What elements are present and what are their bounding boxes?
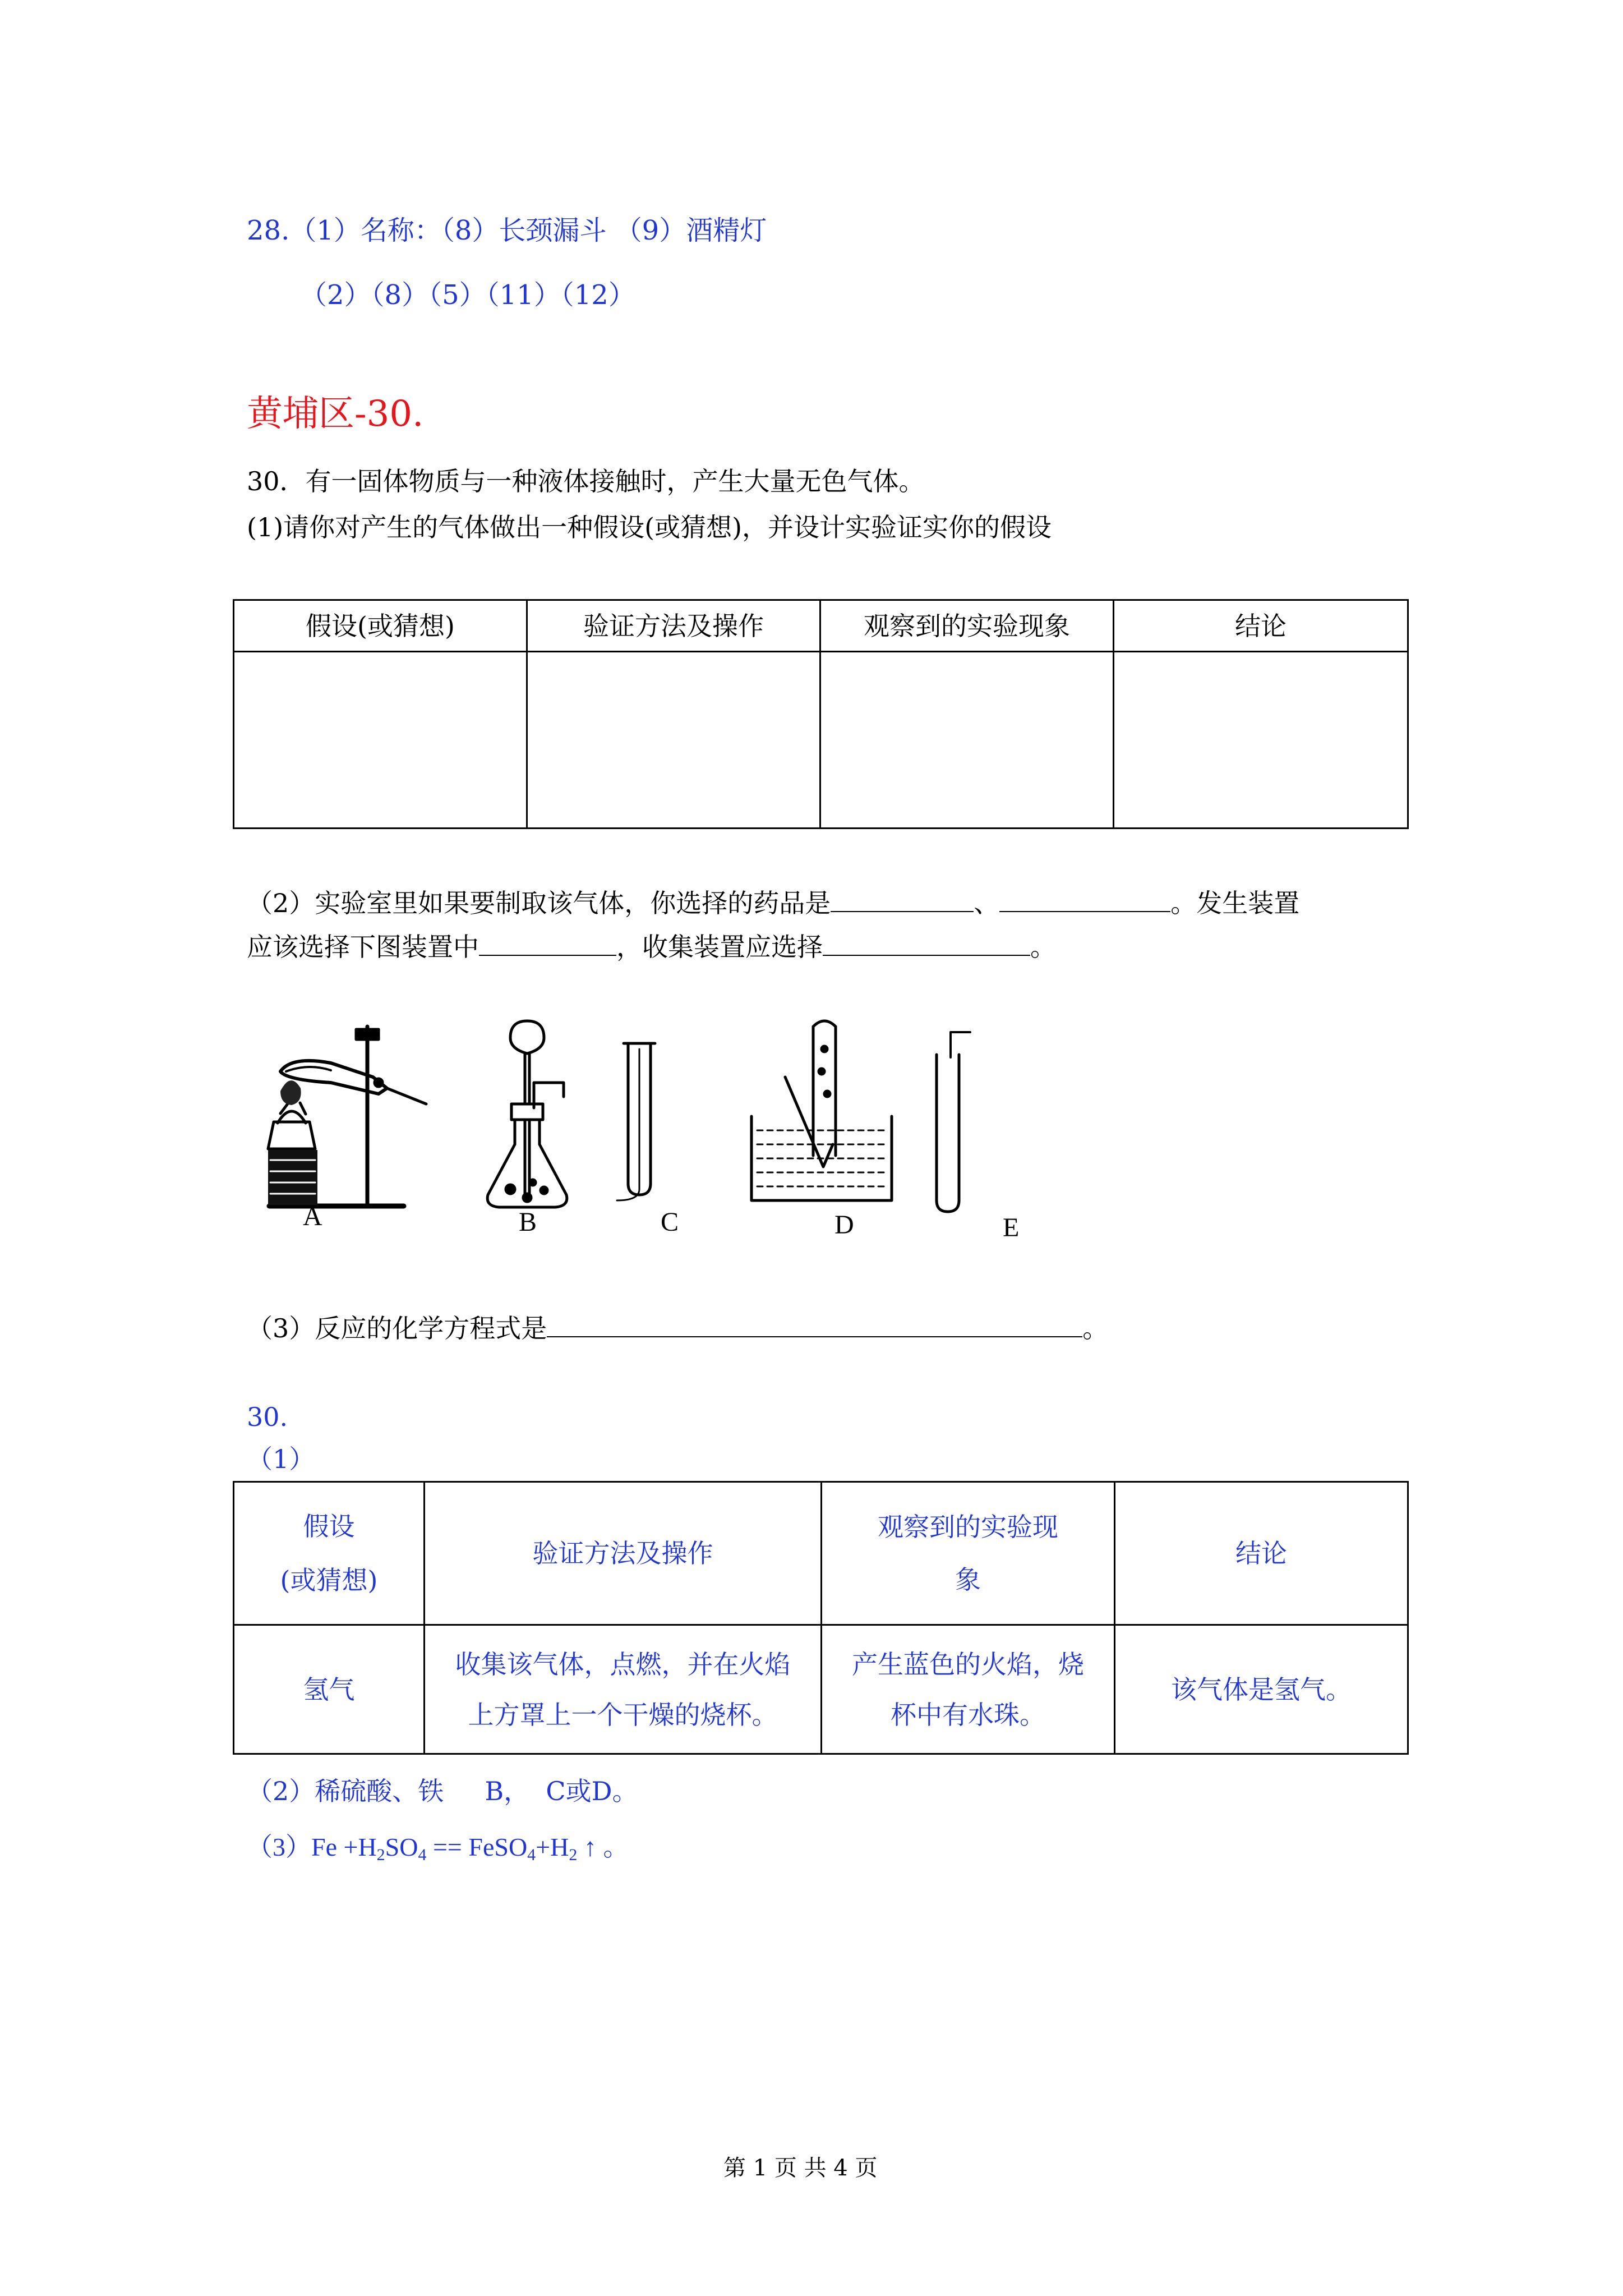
- equation-subscript: 4: [527, 1846, 536, 1864]
- answer-blank-equation[interactable]: [547, 1312, 1082, 1337]
- apparatus-label-b: B: [519, 1207, 537, 1237]
- apparatus-label-d: D: [834, 1210, 854, 1240]
- question-table-blank-cell[interactable]: [527, 652, 820, 829]
- part-2-text-a: （2）实验室里如果要制取该气体，你选择的药品是: [247, 888, 831, 918]
- answer-blank-generator[interactable]: [479, 930, 616, 956]
- answer-blank-collector[interactable]: [823, 930, 1030, 956]
- answer-28-line-2: （2）（8）（5）（11）（12）: [300, 279, 635, 311]
- question-table-blank-cell[interactable]: [820, 652, 1114, 829]
- apparatus-label-c: C: [661, 1207, 679, 1237]
- apparatus-c-inverted-collector: [617, 1043, 655, 1200]
- part-2-text-c: 应该选择下图装置中: [247, 932, 479, 962]
- answer-blank-reagent-1[interactable]: [831, 886, 974, 912]
- answer-header-hypothesis-line-1: 假设: [303, 1511, 355, 1542]
- question-table-header-phenomenon: 观察到的实验现象: [820, 600, 1114, 652]
- part-3-text-a: （3）反应的化学方程式是: [247, 1313, 547, 1343]
- apparatus-e-upright-collector: [937, 1032, 970, 1212]
- answer-phenomenon-line-2: 杯中有水珠。: [891, 1699, 1045, 1730]
- equation-text: （3）Fe +H: [247, 1833, 377, 1861]
- answer-method-line-2: 上方罩上一个干燥的烧杯。: [468, 1699, 778, 1730]
- question-table-header-method: 验证方法及操作: [527, 600, 820, 652]
- question-part-2-line-1: [247, 886, 1299, 919]
- apparatus-a-heating-setup: [268, 1027, 426, 1206]
- apparatus-d-water-trough: [751, 1021, 892, 1200]
- part-2-separator: 、: [974, 888, 1000, 918]
- answer-method-line-1: 收集该气体，点燃，并在火焰: [455, 1649, 791, 1680]
- part-2-text-d: ，收集装置应选择: [616, 932, 823, 962]
- part-3-text-b: 。: [1082, 1313, 1109, 1343]
- answer-30-part-1-label: （1）: [247, 1444, 315, 1474]
- answer-table-header-conclusion: 结论: [1115, 1482, 1408, 1625]
- answer-table-conclusion: 该气体是氢气。: [1115, 1625, 1408, 1754]
- question-part-3: [247, 1312, 1108, 1344]
- answer-30-part-2: （2）稀硫酸、铁 B， C或D。: [247, 1776, 638, 1806]
- equation-text: ↑ 。: [577, 1833, 629, 1861]
- answer-table-header-hypothesis: [234, 1482, 425, 1625]
- question-part-1: (1)请你对产生的气体做出一种假设(或猜想)，并设计实验证实你的假设: [247, 512, 1052, 542]
- question-stem: 30．有一固体物质与一种液体接触时，产生大量无色气体。: [247, 466, 925, 496]
- apparatus-figure: [247, 1004, 1049, 1268]
- question-table-blank-cell[interactable]: [1114, 652, 1408, 829]
- answer-table-method: [425, 1625, 822, 1754]
- answer-30-number: 30.: [247, 1402, 288, 1432]
- apparatus-label-e: E: [1003, 1213, 1020, 1243]
- answer-table-phenomenon: [822, 1625, 1115, 1754]
- equation-subscript: 2: [376, 1846, 385, 1864]
- answer-table: [233, 1481, 1409, 1755]
- apparatus-b-flask-with-funnel: [487, 1021, 567, 1207]
- answer-header-phenomenon-line-2: 象: [955, 1565, 981, 1595]
- question-table-header-conclusion: 结论: [1114, 600, 1408, 652]
- part-2-text-b: 。发生装置: [1170, 888, 1300, 918]
- answer-table-hypothesis: 氢气: [234, 1625, 425, 1754]
- section-heading: 黄埔区-30.: [247, 393, 424, 435]
- answer-30-part-3-equation: [247, 1832, 629, 1863]
- answer-28-line-1: 28.（1）名称：（8）长颈漏斗 （9）酒精灯: [247, 215, 767, 246]
- part-2-text-e: 。: [1030, 932, 1056, 962]
- answer-table-header-phenomenon: [822, 1482, 1115, 1625]
- apparatus-label-a: A: [303, 1202, 322, 1231]
- equation-subscript: 4: [418, 1846, 427, 1864]
- answer-header-phenomenon-line-1: 观察到的实验现: [878, 1512, 1058, 1542]
- answer-phenomenon-line-1: 产生蓝色的火焰，烧: [852, 1649, 1084, 1680]
- page-footer: 第 1 页 共 4 页: [723, 2155, 878, 2181]
- equation-subscript: 2: [569, 1846, 578, 1864]
- question-table-header-hypothesis: 假设(或猜想): [234, 600, 527, 652]
- answer-table-header-method: 验证方法及操作: [425, 1482, 822, 1625]
- equation-text: SO: [385, 1833, 418, 1861]
- answer-header-hypothesis-line-2: (或猜想): [280, 1565, 378, 1595]
- equation-text: +H: [536, 1833, 569, 1861]
- question-table: [233, 599, 1409, 829]
- answer-blank-reagent-2[interactable]: [999, 886, 1170, 912]
- question-table-blank-cell[interactable]: [234, 652, 527, 829]
- equation-text: == FeSO: [426, 1833, 528, 1861]
- question-part-2-line-2: [247, 930, 1056, 963]
